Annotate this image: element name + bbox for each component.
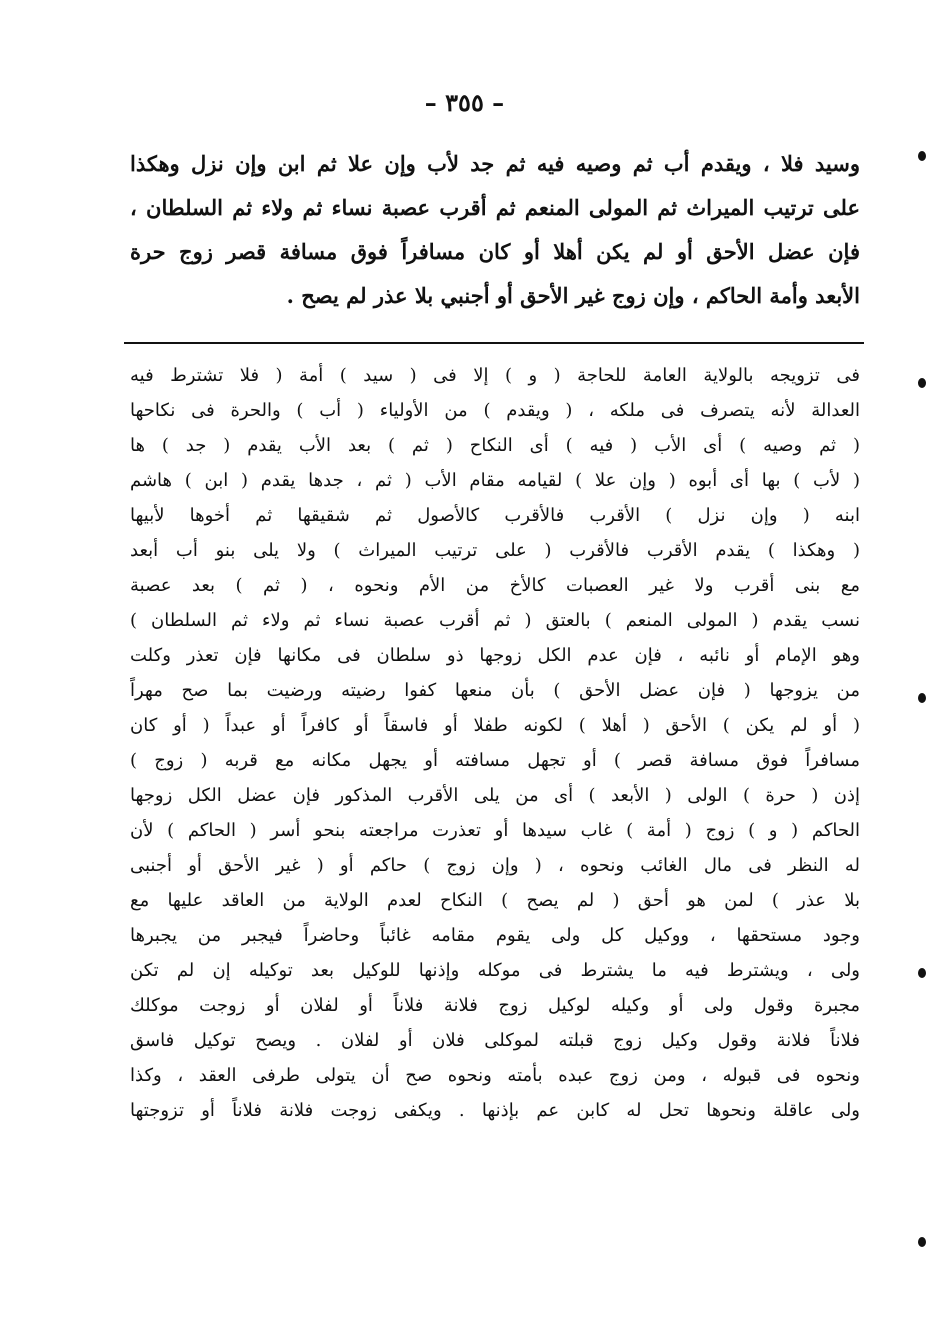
- commentary-line: فى تزويجه بالولاية العامة للحاجة ( و ) إلا فى ( سيد ) أمة ( فلا تشترط فيه: [130, 365, 860, 386]
- commentary-line: من يزوجها ( فإن عضل الأحق ) بأن منعها كفوا رضيته ورضيت بما صح مهراً: [130, 680, 860, 701]
- commentary-line: مجبرة وقول ولى أو وكيله لوكيل زوج فلانة فلاناً أو لفلان أو زوجت موكلك: [130, 995, 860, 1016]
- commentary-line: ( أو لم يكن ) الأحق ( أهلا ) لكونه طفلا أو فاسقاً أو كافراً أو عبداً ( أو كان: [130, 715, 860, 736]
- page-number: – ٣٥٥ –: [424, 88, 505, 117]
- binding-hole-mark: [918, 1237, 926, 1247]
- main-text: [130, 142, 860, 318]
- main-text-line: الأبعد وأمة الحاكم ، وإن زوج غير الأحق أو أجنبي بلا عذر لم يصح .: [286, 283, 860, 308]
- commentary-line: الحاكم ( و ) زوج ( أمة ) غاب سيدها أو تعذرت مراجعته بنحو أسر ( الحاكم ) لأن: [130, 820, 860, 841]
- separator-rule: [124, 342, 864, 344]
- commentary-line: ( ثم وصيه ) أى الأب ( فيه ) أى النكاح ( ثم ) بعد الأب يقدم ( جد ) ها: [130, 435, 860, 456]
- commentary-line: ( وهكذا ) يقدم الأقرب فالأقرب ( على ترتيب الميراث ) ولا يلى بنو أب أبعد: [130, 540, 860, 561]
- commentary-line: وهو الإمام أو نائبه ، فإن عدم الكل زوجها ذو سلطان فى مكانها فإن تعذر وكلت: [130, 645, 860, 666]
- commentary-line: إذن ( حرة ) الولى ( الأبعد ) أى من يلى الأقرب المذكور فإن عضل الكل زوجها: [130, 785, 860, 806]
- commentary-line: ( لأب ) بها أى أبوه ( وإن علا ) لقيامه مقام الأب ( ثم ، جدها يقدم ( ابن ) هاشم: [130, 470, 860, 491]
- commentary-line: بلا عذر ) لمن هو أحق ( لم يصح ) النكاح لعدم الولاية من العاقد عليها مع: [130, 890, 860, 911]
- commentary-line: مسافراً فوق مسافة قصر ) أو تجهل مسافته أو يجهل مكانه مع قربه ( زوج ): [130, 750, 860, 771]
- commentary-line: ولى ، ويشترط فيه ما يشترط فى موكله وإذنها للوكيل بعد توكيله إن لم تكن: [130, 960, 860, 981]
- commentary-text: [130, 358, 860, 1128]
- commentary-line: فلاناً فلانة وقول وكيل زوج قبلته لموكلى فلان أو لفلان . ويصح توكيل فاسق: [130, 1030, 860, 1051]
- main-text-line: فإن عضل الأحق أو لم يكن أهلا أو كان مسافراً فوق مسافة قصر زوج حرة: [130, 239, 860, 264]
- commentary-line: العدالة لأنه يتصرف فى ملكه ، ( ويقدم ) من الأولياء ( أب ) والحرة فى نكاحها: [130, 400, 860, 421]
- binding-hole-mark: [918, 378, 926, 388]
- main-text-line: على ترتيب الميراث ثم المولى المنعم ثم أقرب عصبة نساء ثم ولاء ثم السلطان ،: [130, 195, 860, 220]
- commentary-line: وجود مستحقها ، ووكيل كل ولى يقوم مقامه غائباً وحاضراً فيجبر من يجبرها: [130, 925, 860, 946]
- binding-hole-mark: [918, 968, 926, 978]
- commentary-line: نسب يقدم ( المولى المنعم ) بالعتق ( ثم أقرب عصبة نساء ثم ولاء ثم السلطان ): [130, 610, 860, 631]
- commentary-line: مع بنى أقرب ولا غير العصبات كالأخ من الأم ونحوه ، ( ثم ) بعد عصبة: [130, 575, 860, 596]
- binding-hole-mark: [918, 151, 926, 161]
- binding-hole-mark: [918, 693, 926, 703]
- commentary-line: ولى عاقلة ونحوها تحل له كابن عم بإذنها . ويكفى زوجت فلانة فلاناً أو تزوجتها: [130, 1100, 860, 1121]
- main-text-line: وسيد فلا ، ويقدم أب ثم وصيه فيه ثم جد لأب وإن علا ثم ابن وإن نزل وهكذا: [130, 151, 860, 176]
- commentary-line: له النظر فى مال الغائب ونحوه ، ( وإن زوج ) حاكم أو ( غير الأحق أو أجنبى: [130, 855, 860, 876]
- commentary-line: ونحوه فى قبوله ، ومن زوج عبده بأمته ونحوه صح أن يتولى طرفى العقد ، وكذا: [130, 1065, 860, 1086]
- commentary-line: ابنه ( وإن نزل ) الأقرب فالأقرب كالأصول ثم شقيقها ثم أخوها لأبيها: [130, 505, 860, 526]
